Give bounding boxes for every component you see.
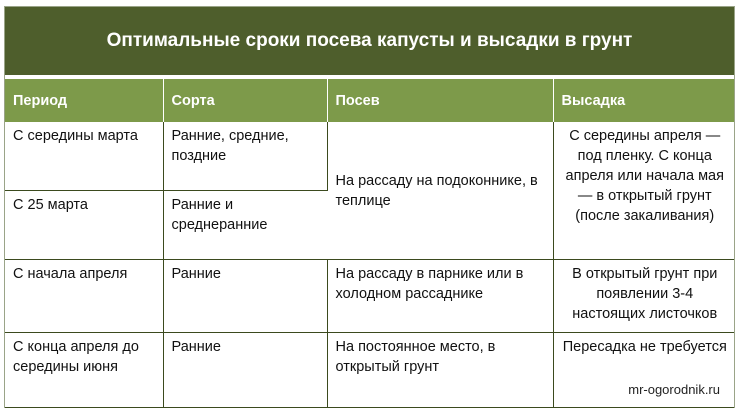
cell-planting-merged: С середины апреля — под пленку. С конца апреля или начала мая — в открытый грунт (после закаливания) bbox=[553, 122, 734, 260]
cell-sowing: На рассаду в парнике или в холодном рассаднике bbox=[327, 260, 553, 333]
cell-planting: В открытый грунт при появлении 3-4 настоящих листочков bbox=[553, 260, 734, 333]
table-row bbox=[5, 122, 734, 191]
cell-varieties: Ранние и среднеранние bbox=[163, 191, 327, 260]
header-sowing: Посев bbox=[327, 79, 553, 122]
cell-period: С начала апреля bbox=[5, 260, 163, 333]
cell-varieties: Ранние, средние, поздние bbox=[163, 122, 327, 191]
header-row bbox=[5, 79, 734, 122]
cell-period: С конца апреля до середины июня bbox=[5, 333, 163, 408]
table-row bbox=[5, 260, 734, 333]
table-title: Оптимальные сроки посева капусты и высадки в грунт bbox=[5, 7, 734, 76]
cell-varieties: Ранние bbox=[163, 333, 327, 408]
cell-sowing: На постоянное место, в открытый грунт bbox=[327, 333, 553, 408]
header-planting: Высадка bbox=[553, 79, 734, 122]
header-varieties: Сорта bbox=[163, 79, 327, 122]
watermark: mr-ogorodnik.ru bbox=[628, 382, 720, 397]
cell-period: С 25 марта bbox=[5, 191, 163, 260]
cell-period: С середины марта bbox=[5, 122, 163, 191]
table-row bbox=[5, 333, 734, 408]
cell-varieties: Ранние bbox=[163, 260, 327, 333]
cell-sowing-merged: На рассаду на подоконнике, в теплице bbox=[327, 122, 553, 260]
sowing-table bbox=[5, 79, 734, 408]
cell-planting: Пересадка не требуется bbox=[553, 333, 734, 408]
header-period: Период bbox=[5, 79, 163, 122]
table-frame bbox=[4, 6, 735, 408]
